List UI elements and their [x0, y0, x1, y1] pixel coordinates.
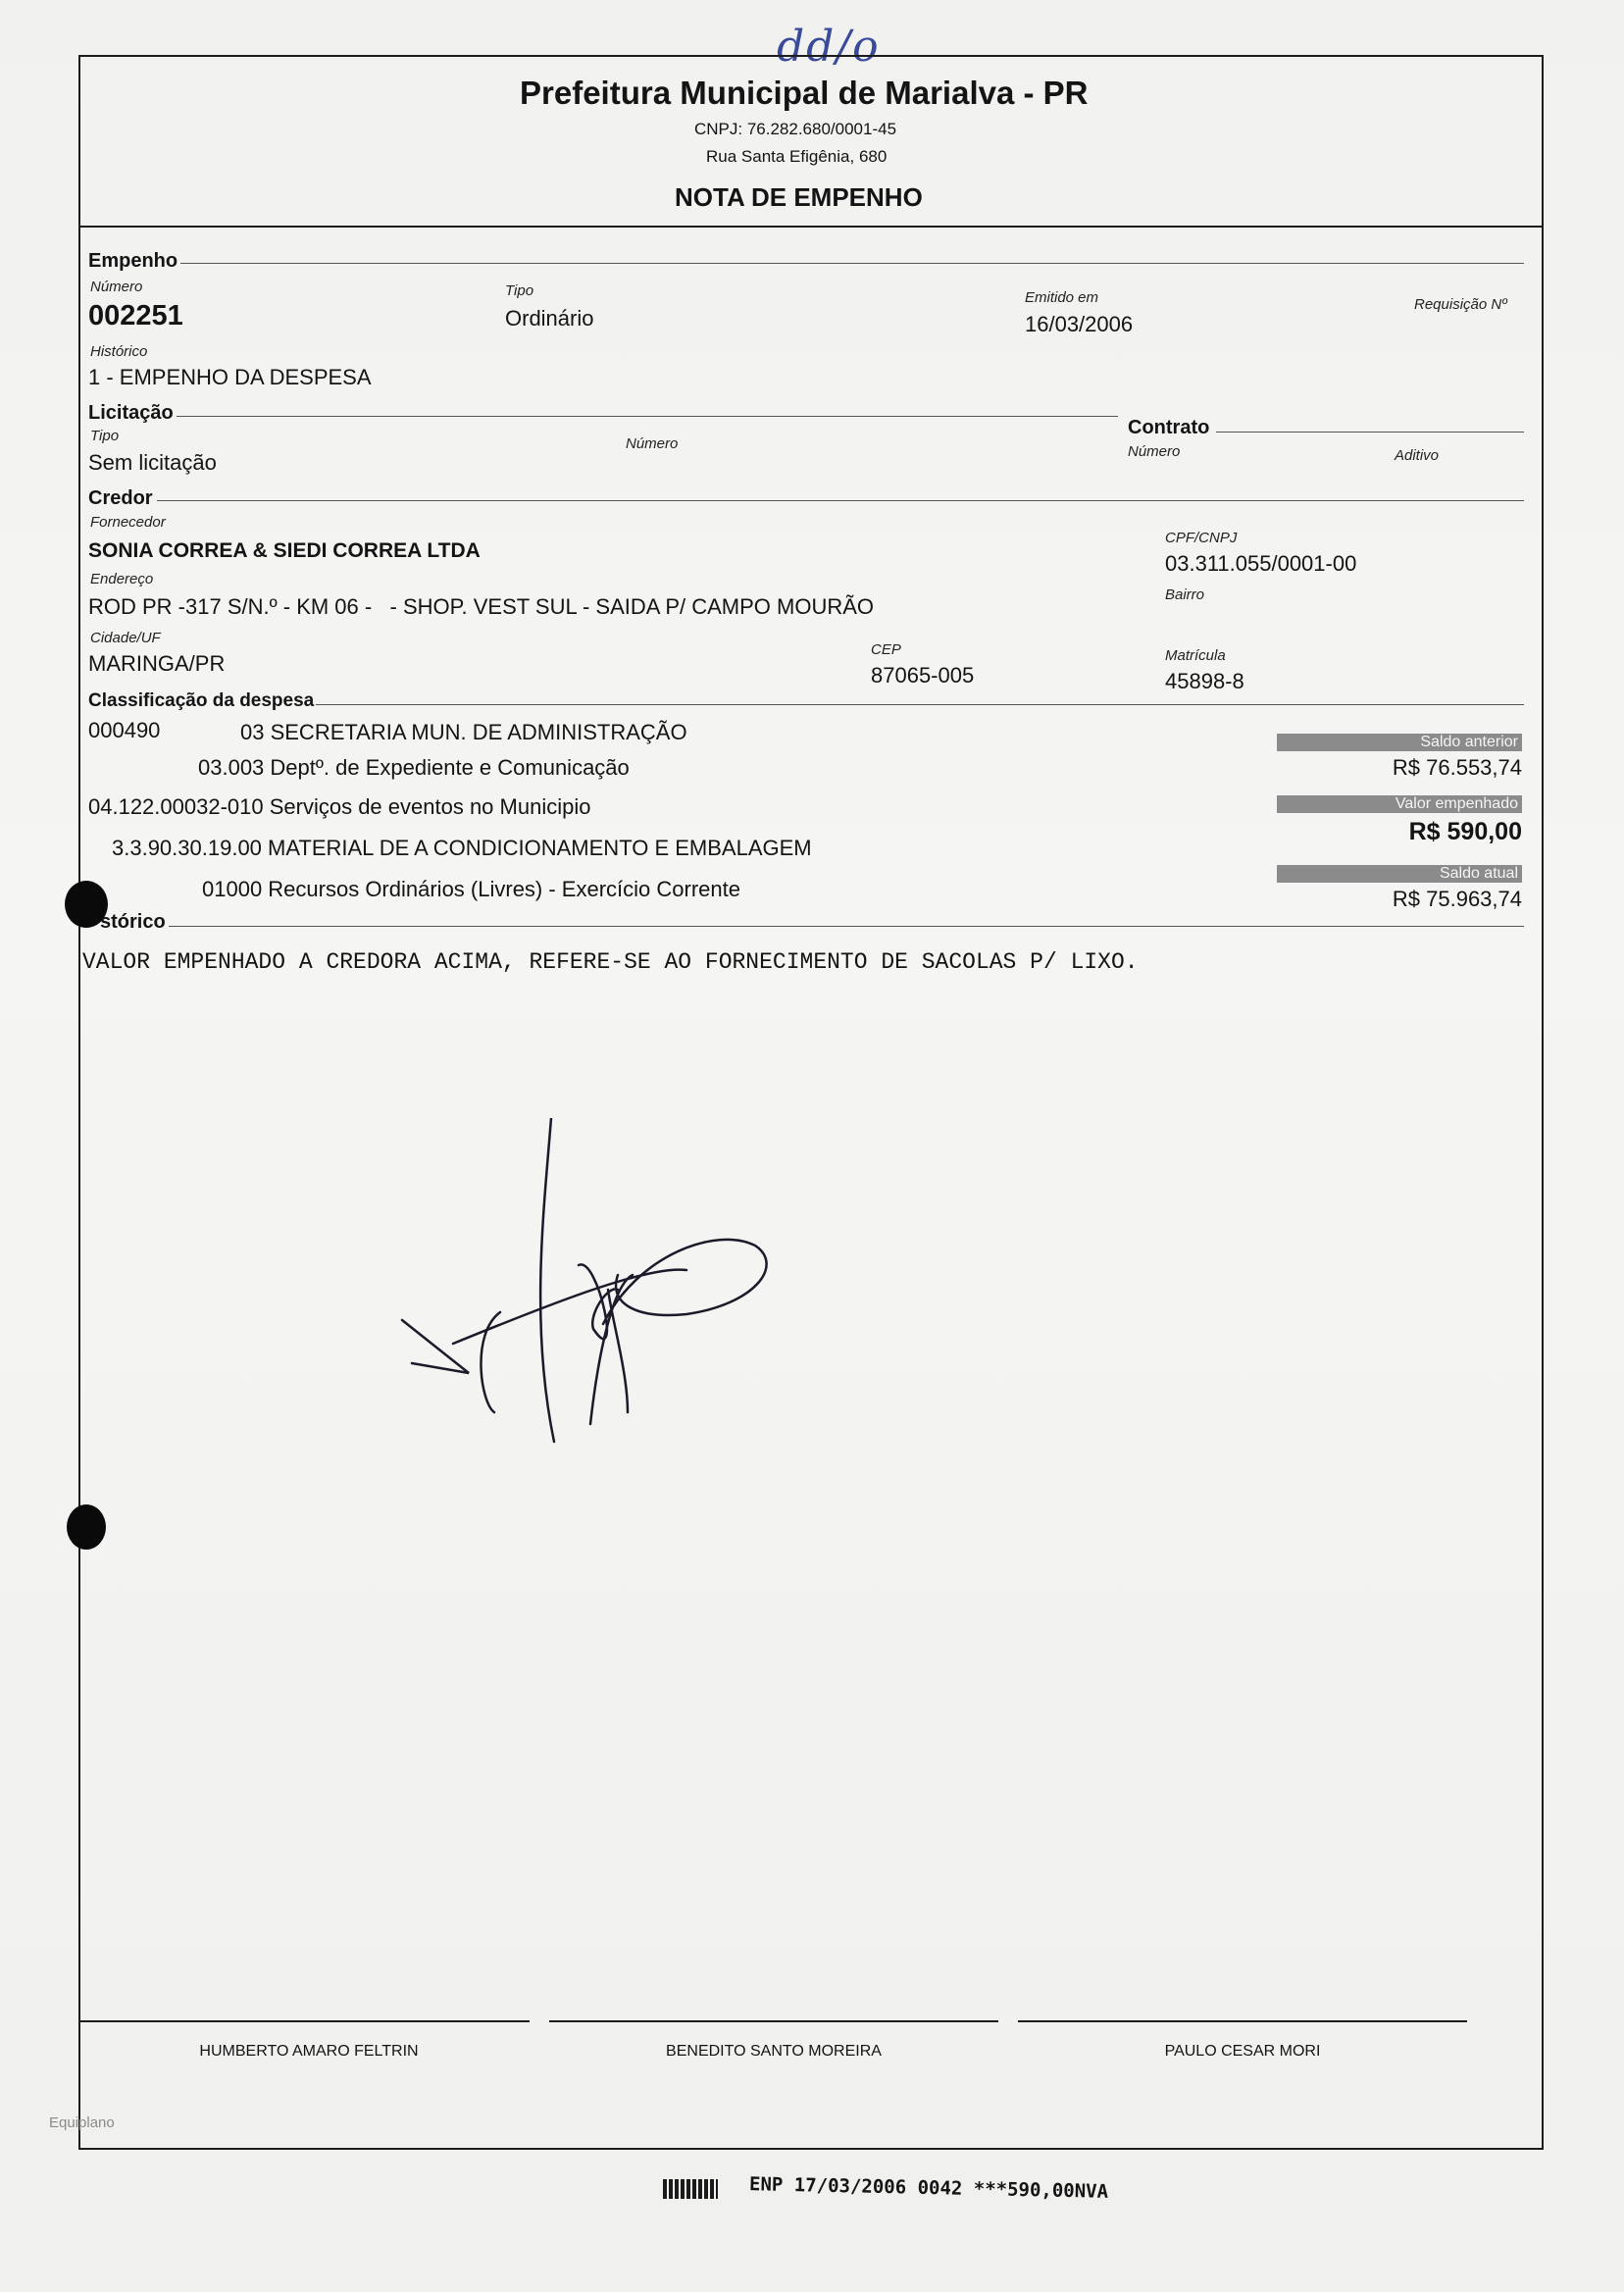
signatory-3: PAULO CESAR MORI — [1164, 2043, 1321, 2060]
punch-hole-bottom — [67, 1504, 106, 1550]
historico-text: VALOR EMPENHADO A CREDORA ACIMA, REFERE-SE AO FORNECIMENTO DE SACOLAS P/ LIXO. — [82, 949, 1139, 975]
cpf-label: CPF/CNPJ — [1165, 530, 1238, 546]
bairro-label: Bairro — [1165, 586, 1205, 603]
handwritten-annotation: dd/o — [777, 22, 881, 72]
historico-label: Histórico — [90, 343, 148, 360]
header-divider — [78, 226, 1544, 228]
valor-empenhado-bar — [1277, 795, 1522, 813]
page-title: Prefeitura Municipal de Marialva - PR — [520, 75, 1089, 111]
classificacao-l1: 03 SECRETARIA MUN. DE ADMINISTRAÇÃO — [240, 720, 687, 744]
classificacao-l2: 03.003 Deptº. de Expediente e Comunicação — [198, 755, 630, 780]
cep-value: 87065-005 — [871, 663, 975, 688]
cep-label: CEP — [871, 641, 901, 658]
matricula-value: 45898-8 — [1165, 669, 1244, 693]
saldo-atual-value: R$ 75.963,74 — [1392, 887, 1522, 911]
classificacao-code: 000490 — [88, 718, 161, 742]
classificacao-l4: 3.3.90.30.19.00 MATERIAL DE A CONDICIONAMENTO E EMBALAGEM — [112, 836, 812, 860]
saldo-anterior-label: Saldo anterior — [1420, 734, 1518, 750]
classificacao-l5: 01000 Recursos Ordinários (Livres) - Exercício Corrente — [202, 877, 740, 901]
bank-stamp-logo — [663, 2179, 718, 2199]
credor-rule — [157, 500, 1524, 501]
section-licitacao: Licitação — [88, 402, 174, 424]
signatory-1: HUMBERTO AMARO FELTRIN — [199, 2043, 419, 2060]
historico-rule — [169, 926, 1524, 927]
empenho-historico: 1 - EMPENHO DA DESPESA — [88, 365, 372, 389]
fornecedor-name: SONIA CORREA & SIEDI CORREA LTDA — [88, 539, 481, 562]
valor-empenhado-label: Valor empenhado — [1395, 795, 1518, 812]
endereco-label: Endereço — [90, 571, 154, 587]
licitacao-numero-label: Número — [626, 435, 679, 452]
classificacao-rule — [316, 704, 1524, 705]
section-contrato: Contrato — [1128, 417, 1210, 438]
bank-stamp: ENP 17/03/2006 0042 ***590,00NVA — [748, 2173, 1109, 2203]
empenho-tipo-label: Tipo — [505, 282, 534, 299]
signature-line-3 — [1018, 2020, 1467, 2022]
signature-line-1 — [80, 2020, 530, 2022]
section-historico: stórico — [100, 911, 166, 933]
signature-line-2 — [549, 2020, 998, 2022]
cpf-value: 03.311.055/0001-00 — [1165, 551, 1357, 576]
section-classificacao: Classificação da despesa — [88, 690, 315, 711]
endereco-value: ROD PR -317 S/N.º - KM 06 - - SHOP. VEST SUL - SAIDA P/ CAMPO MOURÃO — [88, 594, 875, 619]
document-title: NOTA DE EMPENHO — [675, 182, 923, 212]
signatory-2: BENEDITO SANTO MOREIRA — [666, 2043, 882, 2060]
licitacao-tipo-label: Tipo — [90, 428, 120, 444]
saldo-anterior-value: R$ 76.553,74 — [1392, 755, 1522, 780]
contrato-aditivo-label: Aditivo — [1395, 447, 1440, 464]
fornecedor-label: Fornecedor — [90, 514, 166, 531]
saldo-atual-label: Saldo atual — [1439, 865, 1518, 882]
licitacao-rule — [177, 416, 1118, 417]
matricula-label: Matrícula — [1165, 647, 1226, 664]
emitido-label: Emitido em — [1025, 289, 1099, 306]
cidade-value: MARINGA/PR — [88, 651, 226, 676]
empenho-tipo: Ordinário — [505, 306, 594, 331]
classificacao-l3: 04.122.00032-010 Serviços de eventos no Municipio — [88, 794, 591, 819]
section-empenho: Empenho — [88, 250, 178, 272]
saldo-atual-bar — [1277, 865, 1522, 883]
requisicao-label: Requisição Nº — [1414, 296, 1507, 313]
section-credor: Credor — [88, 487, 153, 509]
emitido-date: 16/03/2006 — [1025, 312, 1134, 336]
empenho-numero-label: Número — [90, 279, 143, 295]
empenho-rule — [180, 263, 1524, 264]
address-text: Rua Santa Efigênia, 680 — [706, 147, 888, 166]
contrato-numero-label: Número — [1128, 443, 1181, 460]
empenho-numero: 002251 — [88, 300, 183, 331]
saldo-anterior-bar — [1277, 734, 1522, 751]
software-name: Equiplano — [49, 2114, 115, 2131]
handwritten-signature — [392, 1118, 804, 1471]
contrato-rule — [1216, 432, 1524, 433]
cidade-label: Cidade/UF — [90, 630, 161, 646]
cnpj-text: CNPJ: 76.282.680/0001-45 — [694, 120, 897, 138]
valor-empenhado-value: R$ 590,00 — [1408, 818, 1522, 845]
licitacao-tipo: Sem licitação — [88, 450, 217, 475]
